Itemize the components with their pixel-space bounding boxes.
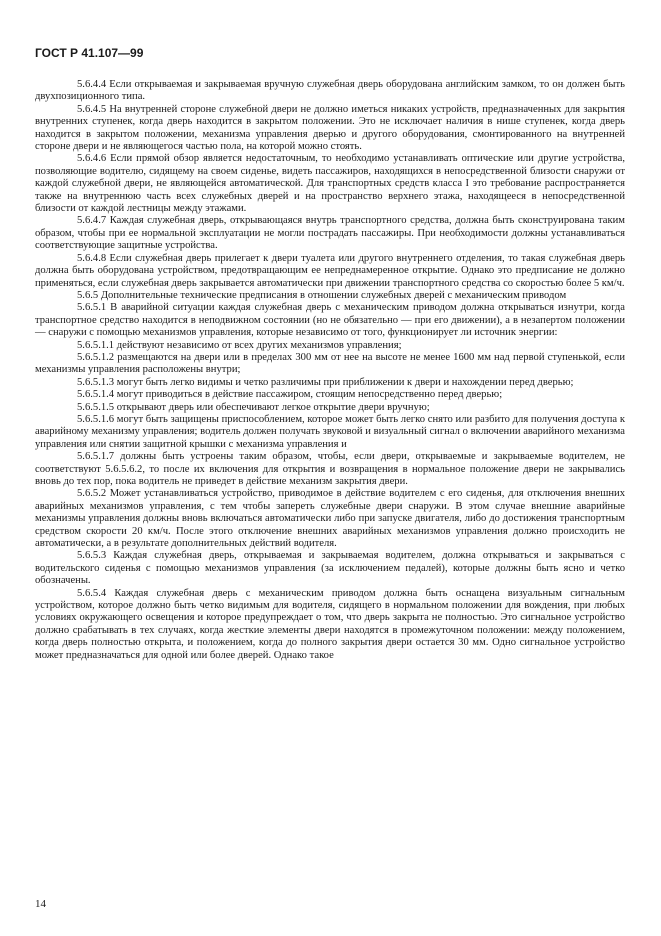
document-body <box>35 79 625 662</box>
section-heading: 5.6.5 Дополнительные технические предписания в отношении служебных дверей с механическим приводом <box>77 289 567 301</box>
list-item: 5.6.5.1.7 должны быть устроены таким образом, чтобы, если двери, открываемые и закрываемые водителем, не соответствуют 5.6.5.6.2, то после их включения для открытия и возвращения в нормальное положение двери не закрывались вновь до тех пор, пока водитель не приведет в действие механизм закрытия двери. <box>35 451 625 487</box>
paragraph: 5.6.5.3 Каждая служебная дверь, открываемая и закрываемая водителем, должна открываться и закрываться с водительского сиденья с помощью механизмов управления (за исключением педалей), которые должны быть ясно и четко обозначены. <box>35 550 625 587</box>
list-item: 5.6.5.1.5 открывают дверь или обеспечивают легкое открытие двери вручную; <box>77 401 430 413</box>
paragraph: 5.6.4.4 Если открываемая и закрываемая вручную служебная дверь оборудована английским замком, то он должен быть двухпозиционного типа. <box>35 79 625 103</box>
paragraph: 5.6.4.6 Если прямой обзор является недостаточным, то необходимо устанавливать оптические или другие устройства, позволяющие водителю, сидящему на своем сиденье, видеть пассажиров, находящихся в непосредственной близости снаружи от каждой служебной двери, не являющейся автоматической. Для транспортных средств класса I это требование распространяется также на внутреннюю часть всех служебных дверей и на пространство верхнего этажа, находящееся в непосредственной близости от каждой лестницы между этажами. <box>35 153 625 215</box>
paragraph: 5.6.4.5 На внутренней стороне служебной двери не должно иметься никаких устройств, предназначенных для закрытия внутренних ступенек, когда дверь находится в закрытом положении. Это не исключает наличия в нише ступенек, когда дверь находится в закрытом положении, механизма управления дверью и другого оборудования, смонтированного на внутренней стороне двери и не являющегося частью пола, на которой можно стоять. <box>35 103 625 153</box>
paragraph: 5.6.4.8 Если служебная дверь прилегает к двери туалета или другого внутреннего отделения, то такая служебная дверь должна быть оборудована устройством, предотвращающим ее непреднамеренное открытие. Однако это предписание не должно применяться, если служебная дверь закрывается автоматически при движении транспортного средства со скоростью более 5 км/ч. <box>35 252 625 289</box>
paragraph: 5.6.4.7 Каждая служебная дверь, открывающаяся внутрь транспортного средства, должна быть сконструирована таким образом, чтобы при ее нормальной эксплуатации не могли пострадать пассажиры. При необходимости должны устанавливаться соответствующие защитные устройства. <box>35 215 625 252</box>
list-item: 5.6.5.1.2 размещаются на двери или в пределах 300 мм от нее на высоте не менее 1600 мм над первой ступенькой, если механизмы управления расположены внутри; <box>35 351 625 376</box>
page-header: ГОСТ Р 41.107—99 <box>35 46 144 60</box>
paragraph: 5.6.5.2 Может устанавливаться устройство, приводимое в действие водителем с его сиденья, для отключения внешних аварийных механизмов управления, с тем чтобы запереть служебные двери снаружи. В этом случае внешние аварийные механизмы управления должны вновь включаться автоматически либо при запуске двигателя, либо до достижения транспортным средством скорости 20 км/ч. После этого отключение внешних аварийных механизмов управления должно происходить не автоматически, а в результате дополнительных действий водителя. <box>35 488 625 550</box>
paragraph: 5.6.5.1 В аварийной ситуации каждая служебная дверь с механическим приводом должна открываться изнутри, когда транспортное средство находится в неподвижном состоянии (но не обязательно — при его движении), а в незапертом положении — снаружи с помощью механизмов управления, которые независимо от того, функционирует ли источник энергии: <box>35 302 625 339</box>
paragraph: 5.6.5.4 Каждая служебная дверь с механическим приводом должна быть оснащена визуальным сигнальным устройством, которое должно быть четко видимым для водителя, сидящего в нормальном положении для вождения, при любых условиях окружающего освещения и которое предупреждает о том, что дверь закрыта не полностью. Это сигнальное устройство должно срабатывать в тех случаях, когда жесткие элементы двери находятся в промежуточном положении: между положением, когда дверь полностью открыта, и положением, когда до полного закрытия двери остается 30 мм. Одно сигнальное устройство может предназначаться для одной или более дверей. Однако такое <box>35 587 625 661</box>
list-item: 5.6.5.1.3 могут быть легко видимы и четко различимы при приближении к двери и нахождении перед дверью; <box>77 376 574 388</box>
page-number: 14 <box>35 898 46 910</box>
list-item: 5.6.5.1.6 могут быть защищены приспособлением, которое может быть легко снято или разбито для получения доступа к аварийному механизму управления; водитель должен получать звуковой и визуальный сигнал о включении аварийного механизма управления или снятии защитной крышки с механизма управления и <box>35 413 625 450</box>
list-item: 5.6.5.1.1 действуют независимо от всех других механизмов управления; <box>77 339 402 351</box>
list-item: 5.6.5.1.4 могут приводиться в действие пассажиром, стоящим непосредственно перед дверью; <box>77 389 503 401</box>
